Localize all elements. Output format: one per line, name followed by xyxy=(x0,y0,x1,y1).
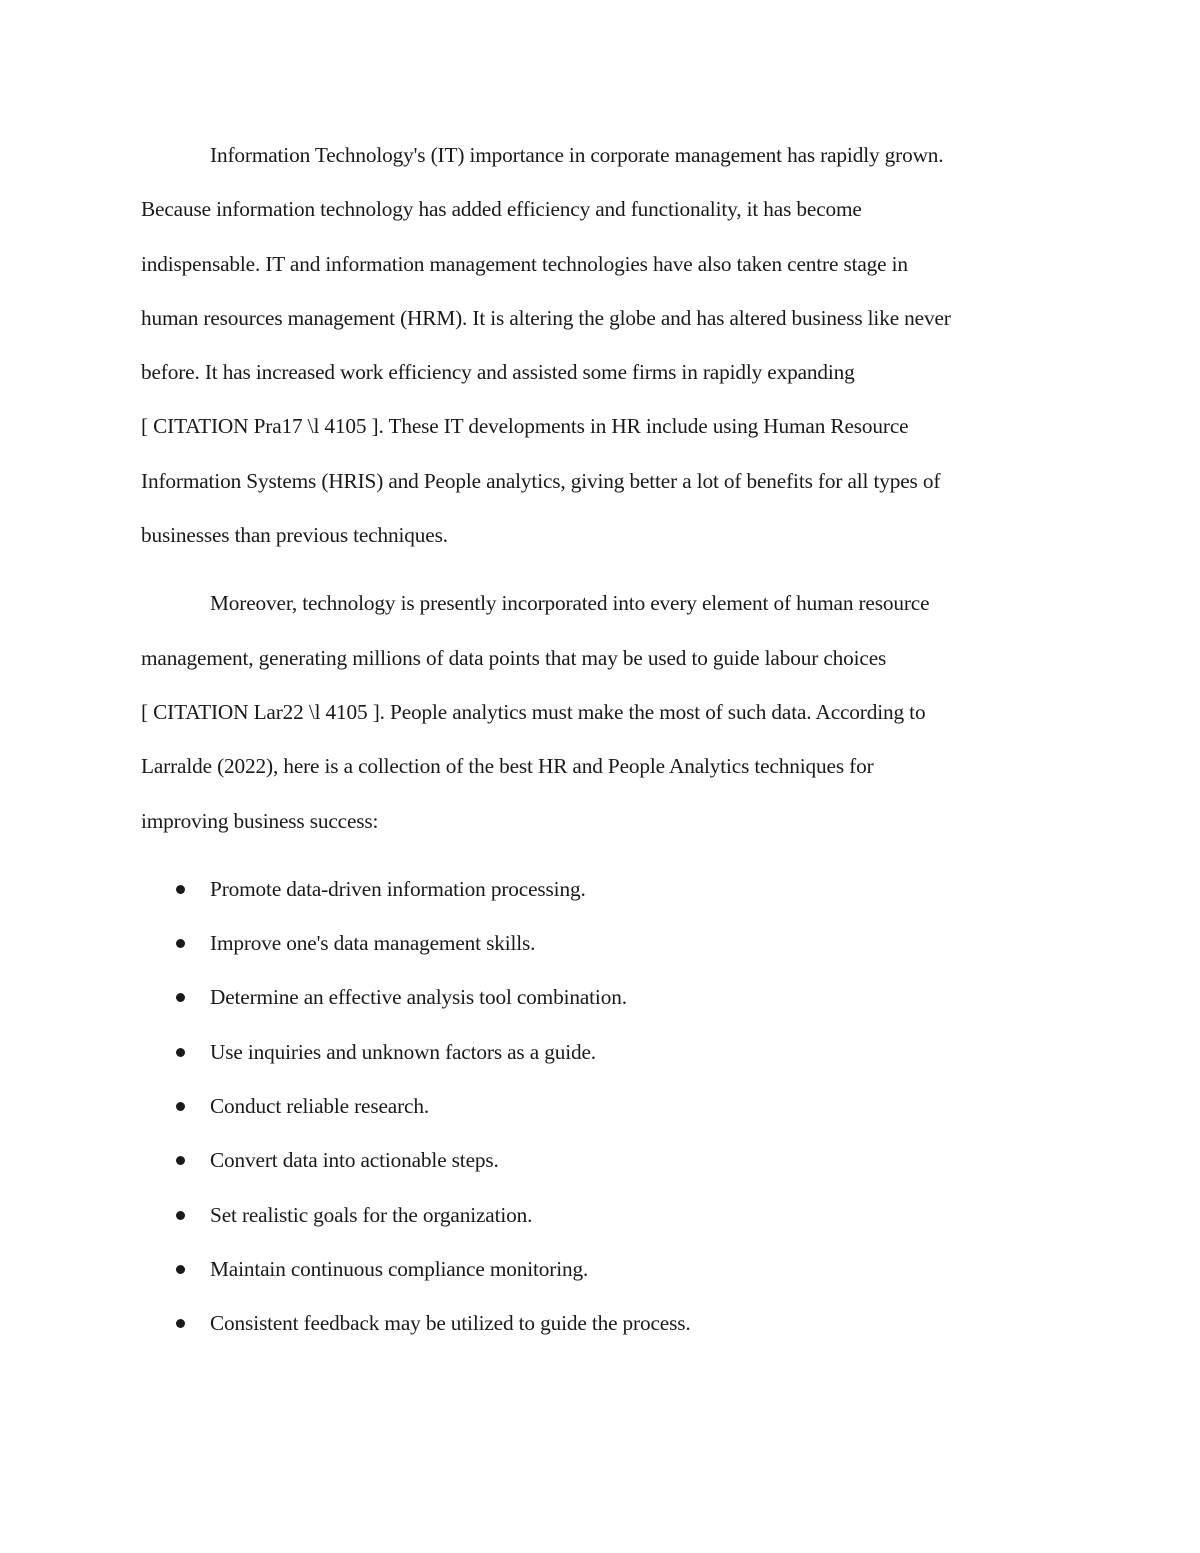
paragraph-line: human resources management (HRM). It is altering the globe and has altered business like never xyxy=(141,305,951,330)
list-item-text: Promote data-driven information processing. xyxy=(210,876,586,901)
document-page xyxy=(141,128,1059,1351)
list-item xyxy=(141,1242,1059,1296)
paragraph-line: before. It has increased work efficiency and assisted some firms in rapidly expanding xyxy=(141,360,855,385)
list-item xyxy=(141,1296,1059,1350)
bullet-dot-icon xyxy=(176,1265,185,1274)
bullet-dot-icon xyxy=(176,993,185,1002)
paragraph-line: [ CITATION Pra17 \l 4105 ]. These IT developments in HR include using Human Resource xyxy=(141,414,909,439)
bullet-dot-icon xyxy=(176,939,185,948)
paragraph-line: [ CITATION Lar22 \l 4105 ]. People analytics must make the most of such data. According to xyxy=(141,699,926,724)
paragraph-2 xyxy=(141,576,1059,847)
bullet-list xyxy=(141,862,1059,1351)
paragraph-line: Information Systems (HRIS) and People analytics, giving better a lot of benefits for all types of xyxy=(141,468,941,493)
paragraph-line: indispensable. IT and information management technologies have also taken centre stage in xyxy=(141,251,908,276)
paragraph-line: Information Technology's (IT) importance in corporate management has rapidly grown. xyxy=(210,143,944,167)
list-item xyxy=(141,970,1059,1024)
bullet-dot-icon xyxy=(176,1048,185,1057)
paragraph-line: Because information technology has added efficiency and functionality, it has become xyxy=(141,197,862,222)
paragraph-line: management, generating millions of data points that may be used to guide labour choices xyxy=(141,645,887,670)
list-item xyxy=(141,916,1059,970)
list-item-text: Use inquiries and unknown factors as a guide. xyxy=(210,1039,596,1064)
list-item xyxy=(141,1025,1059,1079)
bullet-dot-icon xyxy=(176,885,185,894)
list-item xyxy=(141,1188,1059,1242)
paragraph-line: Larralde (2022), here is a collection of the best HR and People Analytics techniques for xyxy=(141,754,874,779)
list-item-text: Conduct reliable research. xyxy=(210,1094,430,1119)
bullet-dot-icon xyxy=(176,1156,185,1165)
list-item-text: Improve one's data management skills. xyxy=(210,931,536,956)
paragraph-1 xyxy=(141,128,1059,562)
list-item-text: Consistent feedback may be utilized to guide the process. xyxy=(210,1311,691,1336)
list-item xyxy=(141,1133,1059,1187)
list-item-text: Convert data into actionable steps. xyxy=(210,1148,499,1173)
paragraph-line: businesses than previous techniques. xyxy=(141,523,448,548)
list-item xyxy=(141,862,1059,916)
list-item-text: Maintain continuous compliance monitoring. xyxy=(210,1256,589,1281)
bullet-dot-icon xyxy=(176,1319,185,1328)
list-item-text: Set realistic goals for the organization. xyxy=(210,1202,533,1227)
list-item xyxy=(141,1079,1059,1133)
paragraph-line: Moreover, technology is presently incorporated into every element of human resource xyxy=(210,591,930,616)
paragraph-spacing xyxy=(141,848,1059,862)
bullet-dot-icon xyxy=(176,1102,185,1111)
list-item-text: Determine an effective analysis tool combination. xyxy=(210,985,627,1010)
paragraph-spacing xyxy=(141,562,1059,576)
bullet-dot-icon xyxy=(176,1211,185,1220)
paragraph-line: improving business success: xyxy=(141,808,379,833)
